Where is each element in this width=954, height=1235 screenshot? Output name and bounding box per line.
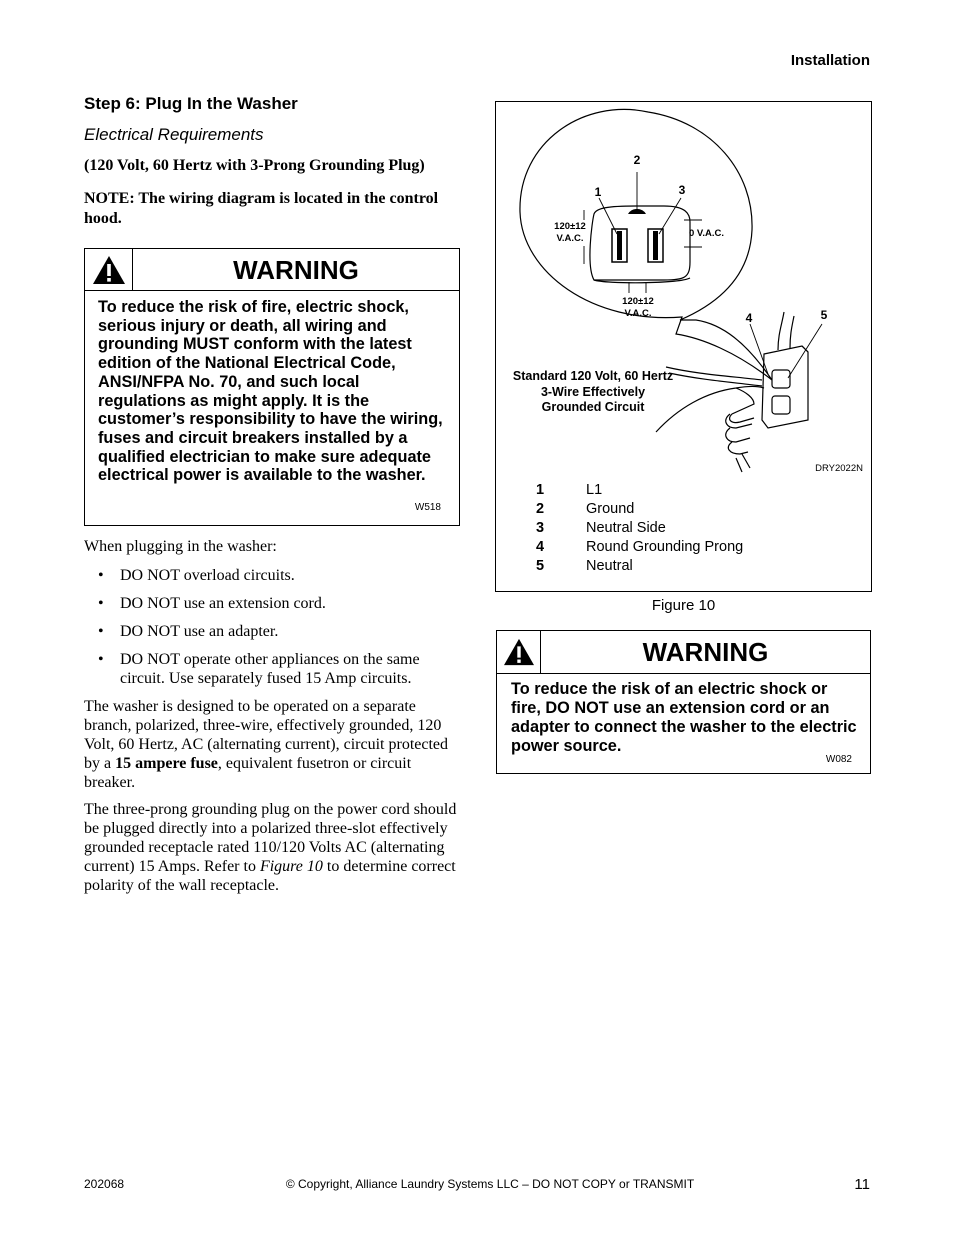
circuit-label-1: Standard 120 Volt, 60 Hertz [512, 369, 674, 383]
voltage-left-unit: V.A.C. [556, 233, 584, 244]
circuit-paragraph [84, 697, 464, 792]
legend-label: Neutral [586, 558, 633, 574]
figure-legend [536, 481, 743, 576]
legend-row [536, 538, 743, 557]
plugging-intro: When plugging in the washer: [84, 538, 277, 555]
list-item: • DO NOT overload circuits. [98, 566, 458, 585]
figure-caption: Figure 10 [651, 597, 716, 614]
ground-slot-icon [628, 209, 646, 214]
warning-title: WARNING [233, 255, 359, 285]
callout-3: 3 [678, 183, 686, 197]
list-item: • DO NOT use an adapter. [98, 622, 458, 641]
callout-4: 4 [745, 311, 753, 325]
legend-number: 4 [536, 539, 545, 555]
warning-box-fire [84, 248, 460, 526]
circuit-label-2: 3-Wire Effectively [540, 385, 646, 399]
section-header: Installation [790, 52, 870, 69]
warning-header [85, 249, 459, 291]
warning-header [497, 631, 870, 674]
figure-reference[interactable]: Figure 10 [259, 858, 323, 875]
callout-5: 5 [820, 308, 828, 322]
copyright-notice: © Copyright, Alliance Laundry Systems LLC – DO NOT COPY or TRANSMIT [285, 1177, 695, 1191]
warning-code: W518 [414, 502, 441, 513]
wiring-note: NOTE: The wiring diagram is located in the control hood. [84, 190, 439, 227]
legend-number: 5 [536, 558, 545, 574]
warning-icon-cell [85, 249, 133, 290]
step-title: Step 6: Plug In the Washer [84, 94, 298, 113]
legend-row [536, 500, 743, 519]
figure-code: DRY2022N [815, 463, 863, 474]
legend-number: 2 [536, 501, 545, 517]
callout-2: 2 [633, 153, 641, 167]
legend-label: Round Grounding Prong [586, 539, 744, 555]
list-item: • DO NOT use an extension cord. [98, 594, 458, 613]
warning-text: To reduce the risk of an electric shock or fire, DO NOT use an extension cord or an adapter to connect the washer to the electric power source. [511, 680, 857, 755]
legend-label: Neutral Side [586, 520, 666, 536]
precaution-list [98, 566, 458, 697]
legend-label: L1 [586, 482, 603, 498]
para-text: , equivalent fusetron or circuit breaker. [84, 755, 412, 791]
magnified-outlet-bubble [520, 109, 772, 380]
voltage-left-value: 120±12 [554, 221, 586, 232]
callout-1: 1 [594, 185, 602, 199]
circuit-label-3: Grounded Circuit [541, 400, 645, 414]
legend-number: 3 [536, 520, 545, 536]
warning-title: WARNING [642, 637, 769, 667]
voltage-bottom-value: 120±12 [622, 296, 654, 307]
subtitle: Electrical Requirements [84, 125, 264, 144]
page-number: 11 [854, 1176, 870, 1193]
legend-row [536, 519, 743, 538]
para-text: to determine correct polarity of the wall receptacle. [84, 858, 456, 894]
warning-icon-cell [497, 631, 541, 673]
legend-number: 1 [536, 482, 545, 498]
list-item: • DO NOT operate other appliances on the same circuit. Use separately fused 15 Amp circuits. [98, 650, 458, 688]
warning-triangle-icon [91, 254, 127, 286]
warning-triangle-icon [502, 637, 536, 667]
callout-lines [584, 172, 822, 378]
fuse-spec: 15 ampere fuse [115, 755, 218, 772]
plug-paragraph [84, 800, 464, 895]
legend-label: Ground [586, 501, 635, 517]
para-text: The three-prong grounding plug on the power cord should be plugged directly into a polarized three-slot effectively grounded receptacle rated 110/120 Volts AC (alternating current) 15 Amps. Refer to [84, 801, 457, 875]
warning-text: To reduce the risk of fire, electric shock, serious injury or death, all wiring and grounding MUST conform with the latest edition of the National Electrical Code, ANSI/NFPA No. 70, and such local regulations as might apply. It is the customer’s responsibility to have the wiring, fuses and circuit breakers installed by a qualified electrician to make sure adequate electrical power is available to the washer. [98, 298, 443, 485]
legend-row [536, 481, 743, 500]
warning-code: W082 [825, 754, 852, 765]
para-text: The washer is designed to be operated on a separate branch, polarized, three-wire, effectively grounded, 120 Volt, 60 Hertz, AC (alternating current), circuit protected by a [84, 698, 449, 772]
requirement-line: (120 Volt, 60 Hertz with 3-Prong Grounding Plug) [84, 157, 425, 174]
legend-row [536, 557, 743, 576]
voltage-bottom-unit: V.A.C. [624, 308, 652, 319]
warning-box-extension-cord [496, 630, 871, 774]
document-number: 202068 [84, 1177, 125, 1191]
receptacle-figure [495, 101, 872, 592]
voltage-right: 0 V.A.C. [689, 228, 725, 239]
